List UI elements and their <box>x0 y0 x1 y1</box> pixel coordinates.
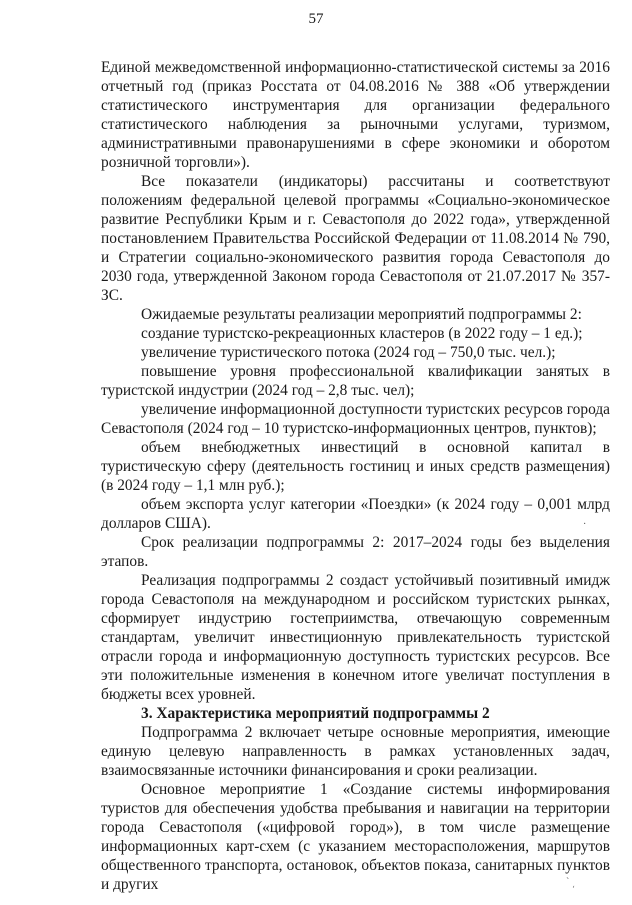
paragraph-11: Реализация подпрограммы 2 создаст устойчивый позитивный имидж города Севастополя на международном и российском туристских рынках, сформирует индустрию гостеприимства, отвечающую современным стандартам, увеличит инвестиционную привлекательность туристской отрасли города и информационную доступность туристских ресурсов. Все эти положительные изменения в конечном итоге увеличат поступления в бюджеты всех уровней. <box>101 572 610 703</box>
paragraph-13: Основное мероприятие 1 «Создание системы информирования туристов для обеспечения удобства пребывания и навигации на территории города Севастополя («цифровой город»), в том числе размещение информационных карт-схем (с указанием месторасположения, маршрутов общественного транспорта, остановок, объектов показа, санитарных пунктов и других <box>101 781 610 893</box>
paragraph-2: Все показатели (индикаторы) рассчитаны и соответствуют положениям федеральной целевой программы «Социально-экономическое развитие Республики Крым и г. Севастополя до 2022 года», утвержденной постановлением Правительства Российской Федерации от 11.08.2014 № 790, и Стратегии социально-экономического развития города Севастополя до 2030 года, утвержденной Законом города Севастополя от 21.07.2017 № 357-ЗС. <box>101 173 610 304</box>
paragraph-7: увеличение информационной доступности туристских ресурсов города Севастополя (2024 год – 10 туристско-информационных центров, пунктов); <box>101 401 610 437</box>
paragraph-5: увеличение туристического потока (2024 год – 750,0 тыс. чел.); <box>141 344 556 361</box>
paragraph-6: повышение уровня профессиональной квалификации занятых в туристской индустрии (2024 год – 2,8 тыс. чел); <box>101 363 610 399</box>
paragraph-12: Подпрограмма 2 включает четыре основные мероприятия, имеющие единую целевую направленность в рамках установленных задач, взаимосвязанные источники финансирования и сроки реализации. <box>101 724 610 779</box>
paragraph-3: Ожидаемые результаты реализации мероприятий подпрограммы 2: <box>141 306 582 323</box>
paragraph-9: объем экспорта услуг категории «Поездки» (к 2024 году – 0,001 млрд долларов США). <box>101 496 610 532</box>
paragraph-10: Срок реализации подпрограммы 2: 2017–2024 годы без выделения этапов. <box>101 534 610 570</box>
document-body <box>101 58 610 894</box>
scan-speck: · <box>583 519 587 530</box>
paragraph-1: Единой межведомственной информационно-статистической системы за 2016 отчетный год (приказ Росстата от 04.08.2016 № 388 «Об утверждении статистического инструментария для организации федерального статистического наблюдения за рыночными услугами, туризмом, административными правонарушениями в сфере экономики и оборотом розничной торговли»). <box>101 59 610 171</box>
page-number: 57 <box>308 11 324 27</box>
scan-mark: ˋ ͵ <box>566 877 576 888</box>
section-heading: 3. Характеристика мероприятий подпрограммы 2 <box>141 705 490 722</box>
paragraph-4: создание туристско-рекреационных кластеров (в 2022 году – 1 ед.); <box>141 325 583 342</box>
paragraph-8: объем внебюджетных инвестиций в основной капитал в туристическую сферу (деятельность гостиниц и иных средств размещения) (в 2024 году – 1,1 млн руб.); <box>101 439 610 494</box>
